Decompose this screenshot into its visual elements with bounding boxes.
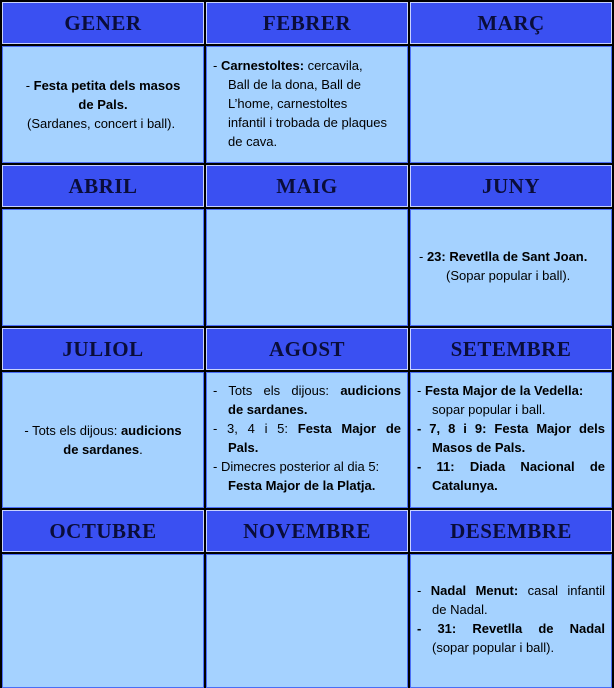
event-line: de cava. (228, 134, 278, 149)
month-label: MARÇ (477, 10, 545, 35)
event-line: Festa Major de la Platja. (228, 478, 376, 493)
cell-octubre (2, 554, 204, 688)
event-detail: (Sopar popular i ball). (446, 268, 571, 283)
cell-agost (206, 372, 408, 508)
month-label: FEBRER (262, 10, 352, 35)
event-line: de Pals. (78, 97, 128, 112)
event-line: Masos de Pals. (432, 440, 526, 455)
header-setembre (410, 328, 612, 370)
cell-juliol (2, 372, 204, 508)
cell-marc (410, 46, 612, 163)
event-line: Ball de la dona, Ball de (228, 77, 361, 92)
month-label: GENER (64, 10, 142, 35)
month-label: SETEMBRE (450, 336, 572, 361)
event-line: - 11: Diada Nacional de (417, 459, 605, 474)
cell-gener (2, 46, 204, 163)
event-detail: (Sardanes, concert i ball). (27, 116, 176, 131)
event-line: - Nadal Menut: casal infantil (417, 583, 605, 598)
month-label: AGOST (268, 336, 346, 361)
event-line: - Festa Major de la Vedella: (417, 383, 584, 398)
event-line: - 3, 4 i 5: Festa Major de (213, 421, 401, 436)
cell-setembre (410, 372, 612, 508)
header-agost (206, 328, 408, 370)
cell-juny (410, 209, 612, 326)
event-line: - Carnestoltes: cercavila, (213, 58, 363, 73)
header-gener (2, 2, 204, 44)
header-desembre (410, 510, 612, 552)
header-maig (206, 165, 408, 207)
event-line: - 23: Revetlla de Sant Joan. (419, 249, 588, 264)
cell-febrer (206, 46, 408, 163)
event-line: de Nadal. (432, 602, 488, 617)
event-line: - Festa petita dels masos (25, 78, 181, 93)
cell-maig (206, 209, 408, 326)
month-label: NOVEMBRE (243, 518, 371, 543)
event-line: sopar popular i ball. (432, 402, 546, 417)
header-juliol (2, 328, 204, 370)
event-line: - 31: Revetlla de Nadal (417, 621, 605, 636)
month-label: JUNY (482, 173, 540, 198)
event-line: Catalunya. (432, 478, 498, 493)
month-label: JULIOL (62, 336, 144, 361)
event-line: - Dimecres posterior al dia 5: (213, 459, 380, 474)
month-label: MAIG (276, 173, 338, 198)
month-label: ABRIL (68, 173, 138, 198)
event-line: - 7, 8 i 9: Festa Major dels (417, 421, 605, 436)
cell-desembre (410, 554, 612, 688)
header-marc (410, 2, 612, 44)
cell-abril (2, 209, 204, 326)
month-label: OCTUBRE (49, 518, 157, 543)
event-line: L’home, carnestoltes (228, 96, 348, 111)
event-line: (sopar popular i ball). (432, 640, 555, 655)
event-line: de sardanes. (228, 402, 308, 417)
calendar-table (2, 2, 612, 684)
month-label: DESEMBRE (450, 518, 572, 543)
header-abril (2, 165, 204, 207)
cell-novembre (206, 554, 408, 688)
header-febrer (206, 2, 408, 44)
event-line: - Tots els dijous: audicions (213, 383, 401, 398)
header-novembre (206, 510, 408, 552)
event-line: Pals. (228, 440, 259, 455)
header-juny (410, 165, 612, 207)
event-line: de sardanes. (63, 442, 143, 457)
header-octubre (2, 510, 204, 552)
event-line: - Tots els dijous: audicions (24, 423, 182, 438)
event-line: infantil i trobada de plaques (228, 115, 388, 130)
